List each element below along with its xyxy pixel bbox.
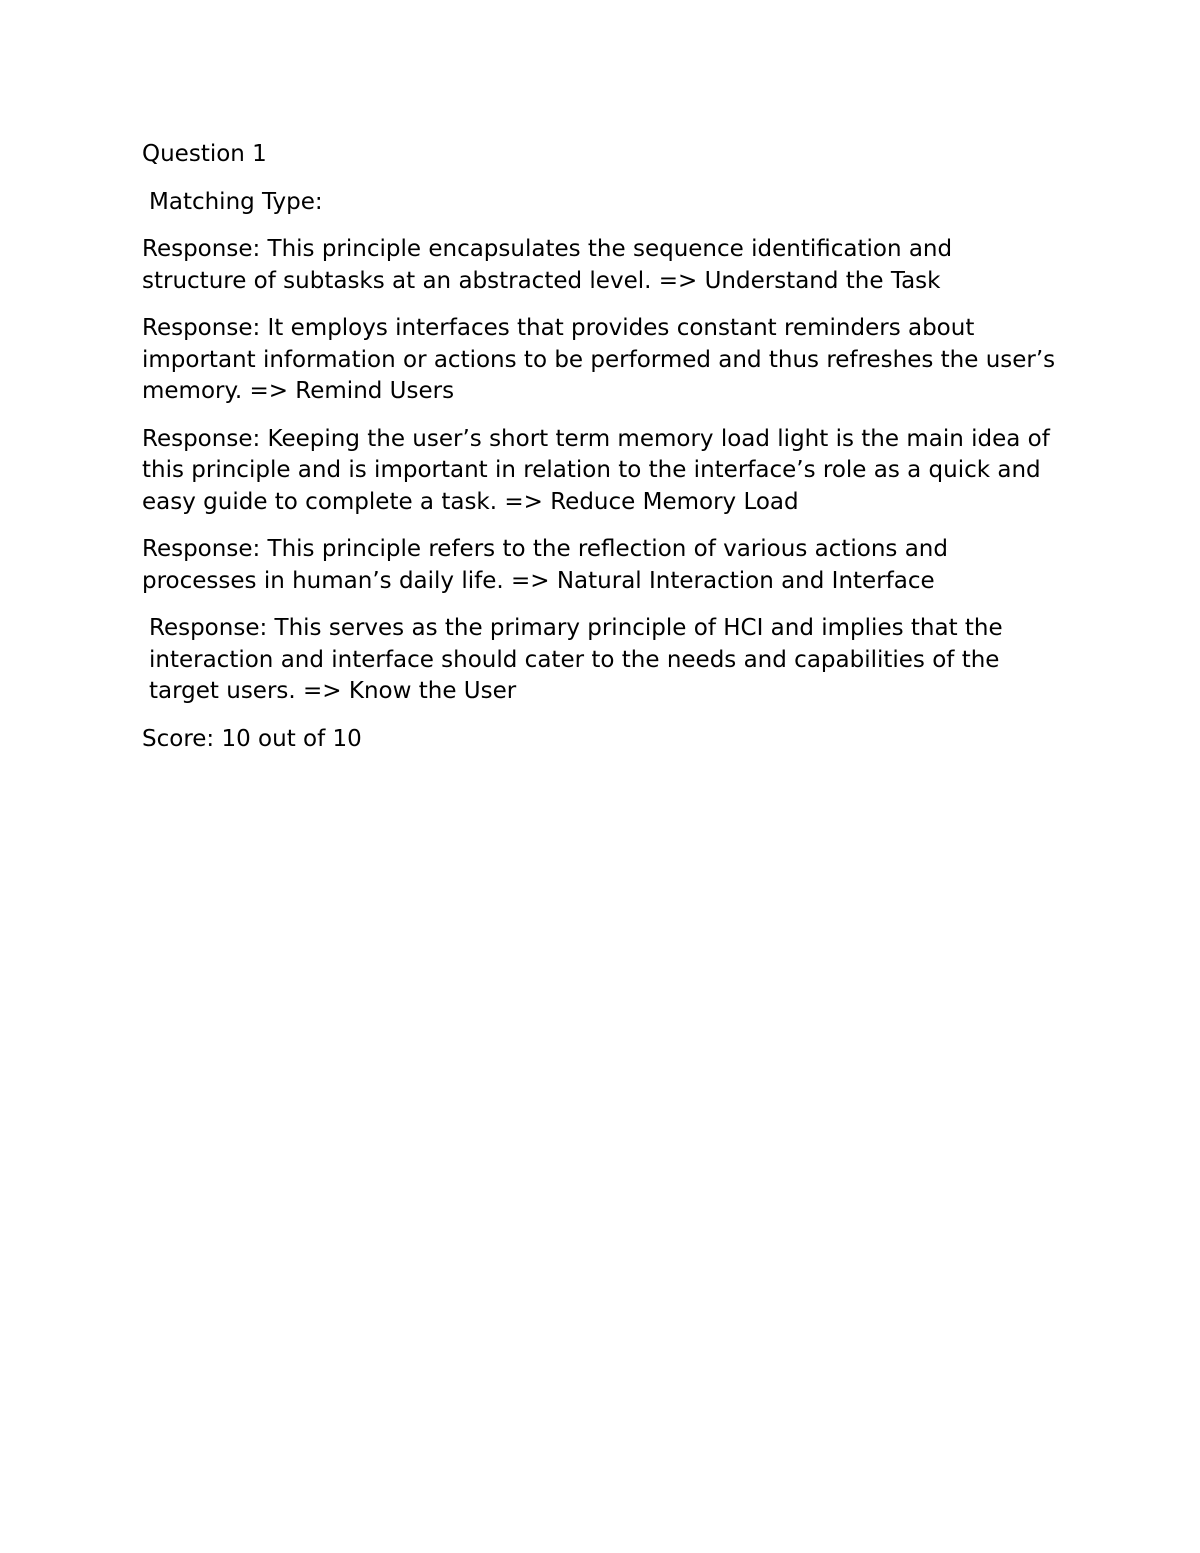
response-1: Response: This principle encapsulates the sequence identification and structure of subtasks at an abstracted level. => Understand the Task (142, 236, 960, 294)
response-3: Response: Keeping the user’s short term memory load light is the main idea of this principle and is important in relation to the interface’s role as a quick and easy guide to complete a task. => Reduce Memory Load (142, 425, 1058, 515)
score-text: Score: 10 out of 10 (142, 725, 362, 752)
response-5: Response: This serves as the primary principle of HCI and implies that the interaction and interface should cater to the needs and capabilities of the target users. => Know the User (149, 615, 1010, 704)
question-type: Matching Type: (149, 188, 323, 215)
response-2: Response: It employs interfaces that provides constant reminders about important information or actions to be performed and thus refreshes the user’s memory. => Remind Users (142, 315, 1063, 404)
document-content (142, 139, 1062, 771)
response-4: Response: This principle refers to the reflection of various actions and processes in human’s daily life. => Natural Interaction and Interface (142, 536, 956, 594)
question-title: Question 1 (142, 141, 267, 167)
